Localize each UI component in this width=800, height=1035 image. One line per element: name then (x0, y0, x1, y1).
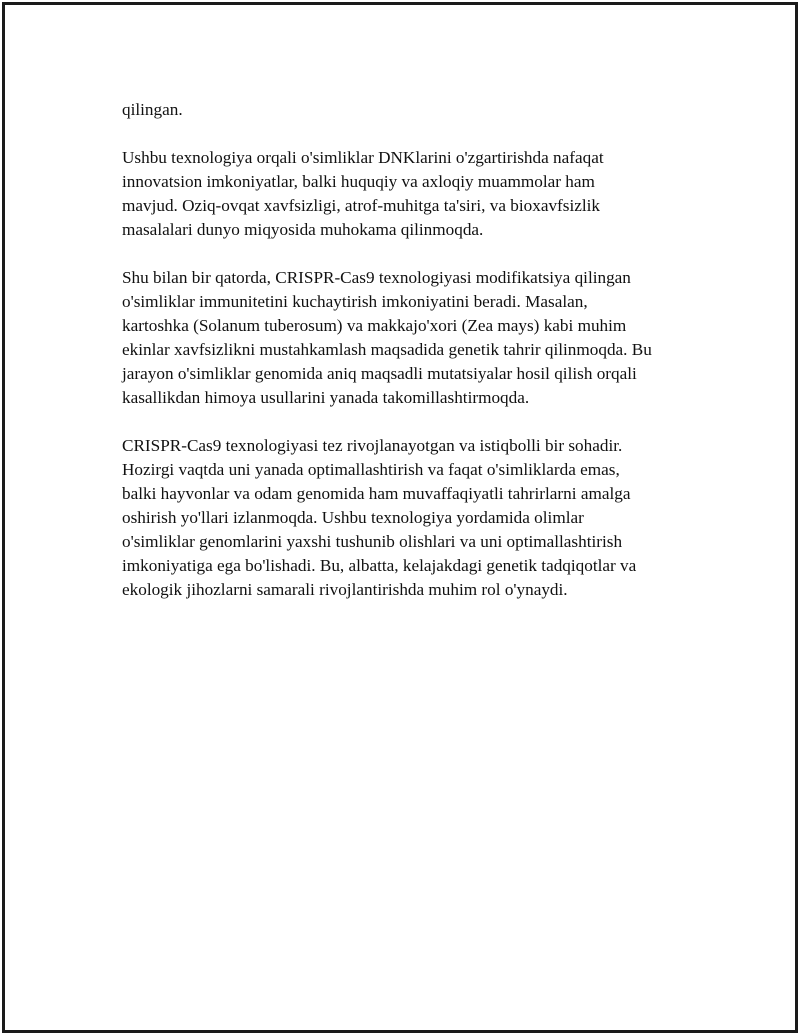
text-line: o'simliklar immunitetini kuchaytirish imkoniyatini beradi. Masalan, (122, 292, 588, 311)
text-line: balki hayvonlar va odam genomida ham muvaffaqiyatli tahrirlarni amalga (122, 484, 631, 503)
text-line: masalalari dunyo miqyosida muhokama qilinmoqda. (122, 220, 484, 239)
text-line: innovatsion imkoniyatlar, balki huquqiy va axloqiy muammolar ham (122, 172, 595, 191)
text-line: ekinlar xavfsizlikni mustahkamlash maqsadida genetik tahrir qilinmoqda. Bu (122, 340, 652, 359)
text-line: jarayon o'simliklar genomida aniq maqsadli mutatsiyalar hosil qilish orqali (122, 364, 637, 383)
text-line: Ushbu texnologiya orqali o'simliklar DNKlarini o'zgartirishda nafaqat (122, 148, 604, 167)
text-line: mavjud. Oziq-ovqat xavfsizligi, atrof-muhitga ta'siri, va bioxavfsizlik (122, 196, 601, 215)
text-line: kasallikdan himoya usullarini yanada takomillashtirmoqda. (122, 388, 530, 407)
text-line: ekologik jihozlarni samarali rivojlantirishda muhim rol o'ynaydi. (122, 580, 568, 599)
text-line: oshirish yo'llari izlanmoqda. Ushbu texnologiya yordamida olimlar (122, 508, 584, 527)
text-line: Hozirgi vaqtda uni yanada optimallashtirish va faqat o'simliklarda emas, (122, 460, 620, 479)
text-line: kartoshka (Solanum tuberosum) va makkajo'xori (Zea mays) kabi muhim (122, 316, 627, 335)
page-frame (2, 2, 798, 1033)
paragraph-future-prospects (122, 434, 702, 602)
text-line: CRISPR-Cas9 texnologiyasi tez rivojlanayotgan va istiqbolli bir sohadir. (122, 436, 623, 455)
text-line: Shu bilan bir qatorda, CRISPR-Cas9 texnologiyasi modifikatsiya qilingan (122, 268, 631, 287)
paragraph-plant-immunity (122, 266, 702, 410)
paragraph-legal-ethical-issues (122, 146, 702, 242)
text-line: qilingan. (122, 100, 183, 119)
text-line: imkoniyatiga ega bo'lishadi. Bu, albatta, kelajakdagi genetik tadqiqotlar va (122, 556, 637, 575)
document-body (122, 98, 702, 626)
text-line: o'simliklar genomlarini yaxshi tushunib olishlari va uni optimallashtirish (122, 532, 623, 551)
paragraph-continuation (122, 98, 702, 122)
